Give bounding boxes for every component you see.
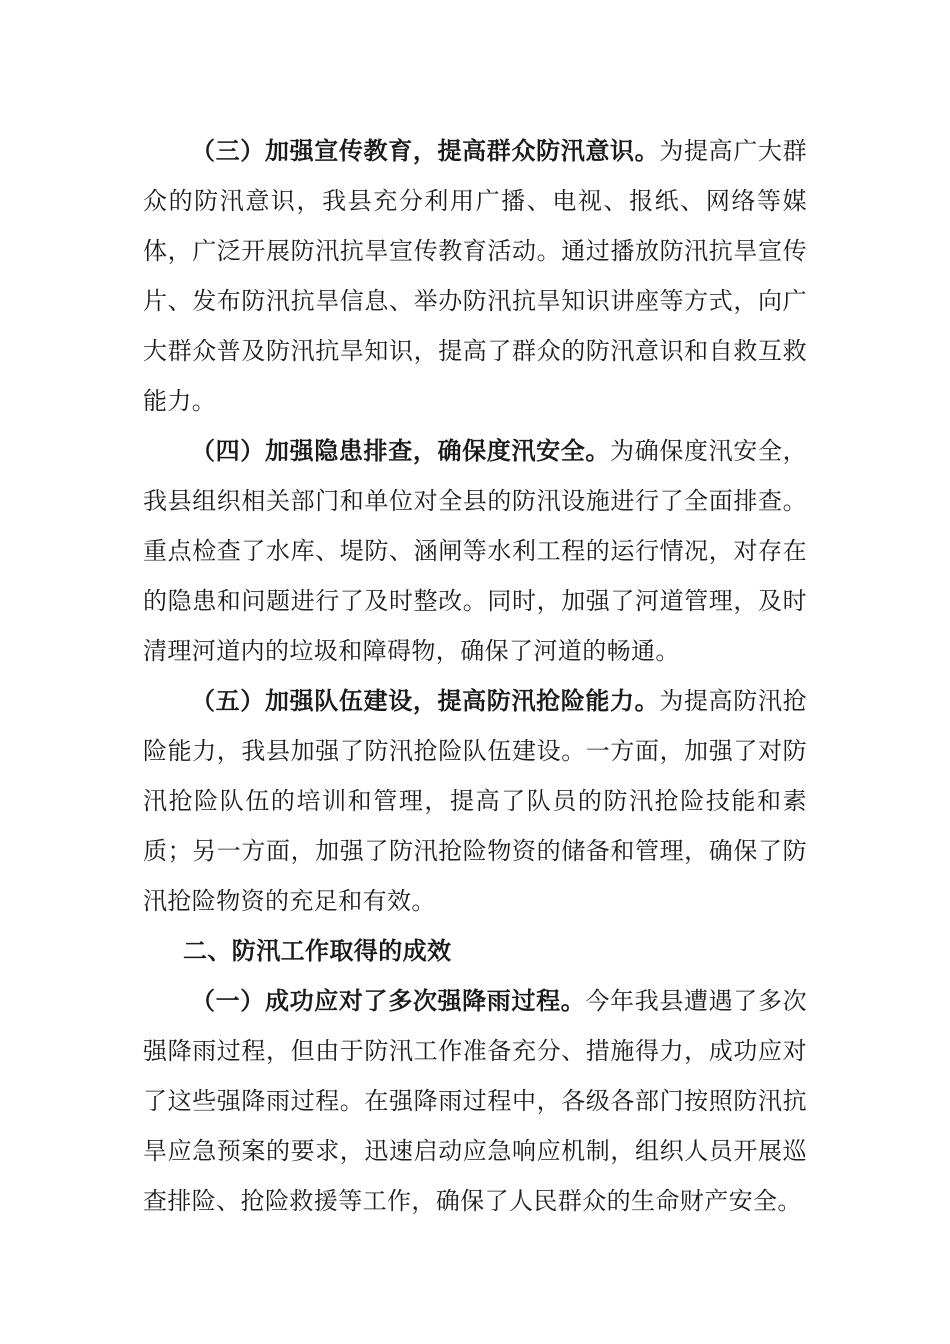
paragraph-lead: （三）加强宣传教育，提高群众防汛意识。: [191, 137, 660, 165]
paragraph-hazard-inspection: [143, 426, 807, 676]
paragraph-text: 为确保度汛安全，我县组织相关部门和单位对全县的防汛设施进行了全面排查。重点检查了水库、堤防、涵闸等水利工程的运行情况，对存在的隐患和问题进行了及时整改。同时，加强了河道管理，及时清理河道内的垃圾和障碍物，确保了河道的畅通。: [143, 437, 807, 665]
paragraph-team-building: [143, 676, 807, 926]
paragraph-lead: （五）加强队伍建设，提高防汛抢险能力。: [191, 687, 660, 715]
paragraph-lead: （一）成功应对了多次强降雨过程。: [191, 987, 586, 1015]
paragraph-text: 为提高防汛抢险能力，我县加强了防汛抢险队伍建设。一方面，加强了对防汛抢险队伍的培训和管理，提高了队员的防汛抢险技能和素质；另一方面，加强了防汛抢险物资的储备和管理，确保了防汛抢险物资的充足和有效。: [143, 687, 807, 915]
paragraph-text: 为提高广大群众的防汛意识，我县充分利用广播、电视、报纸、网络等媒体，广泛开展防汛抗旱宣传教育活动。通过播放防汛抗旱宣传片、发布防汛抗旱信息、举办防汛抗旱知识讲座等方式，向广大群众普及防汛抗旱知识，提高了群众的防汛意识和自救互救能力。: [143, 137, 807, 415]
document-body: [143, 126, 807, 1226]
paragraph-heavy-rainfall: [143, 976, 807, 1226]
section-heading: 二、防汛工作取得的成效: [183, 937, 452, 965]
paragraph-text: 今年我县遭遇了多次强降雨过程，但由于防汛工作准备充分、措施得力，成功应对了这些强降雨过程。在强降雨过程中，各级各部门按照防汛抗旱应急预案的要求，迅速启动应急响应机制，组织人员开展巡查排险、抢险救援等工作，确保了人民群众的生命财产安全。: [143, 987, 807, 1215]
paragraph-publicity-education: [143, 126, 807, 426]
paragraph-lead: （四）加强隐患排查，确保度汛安全。: [191, 437, 611, 465]
